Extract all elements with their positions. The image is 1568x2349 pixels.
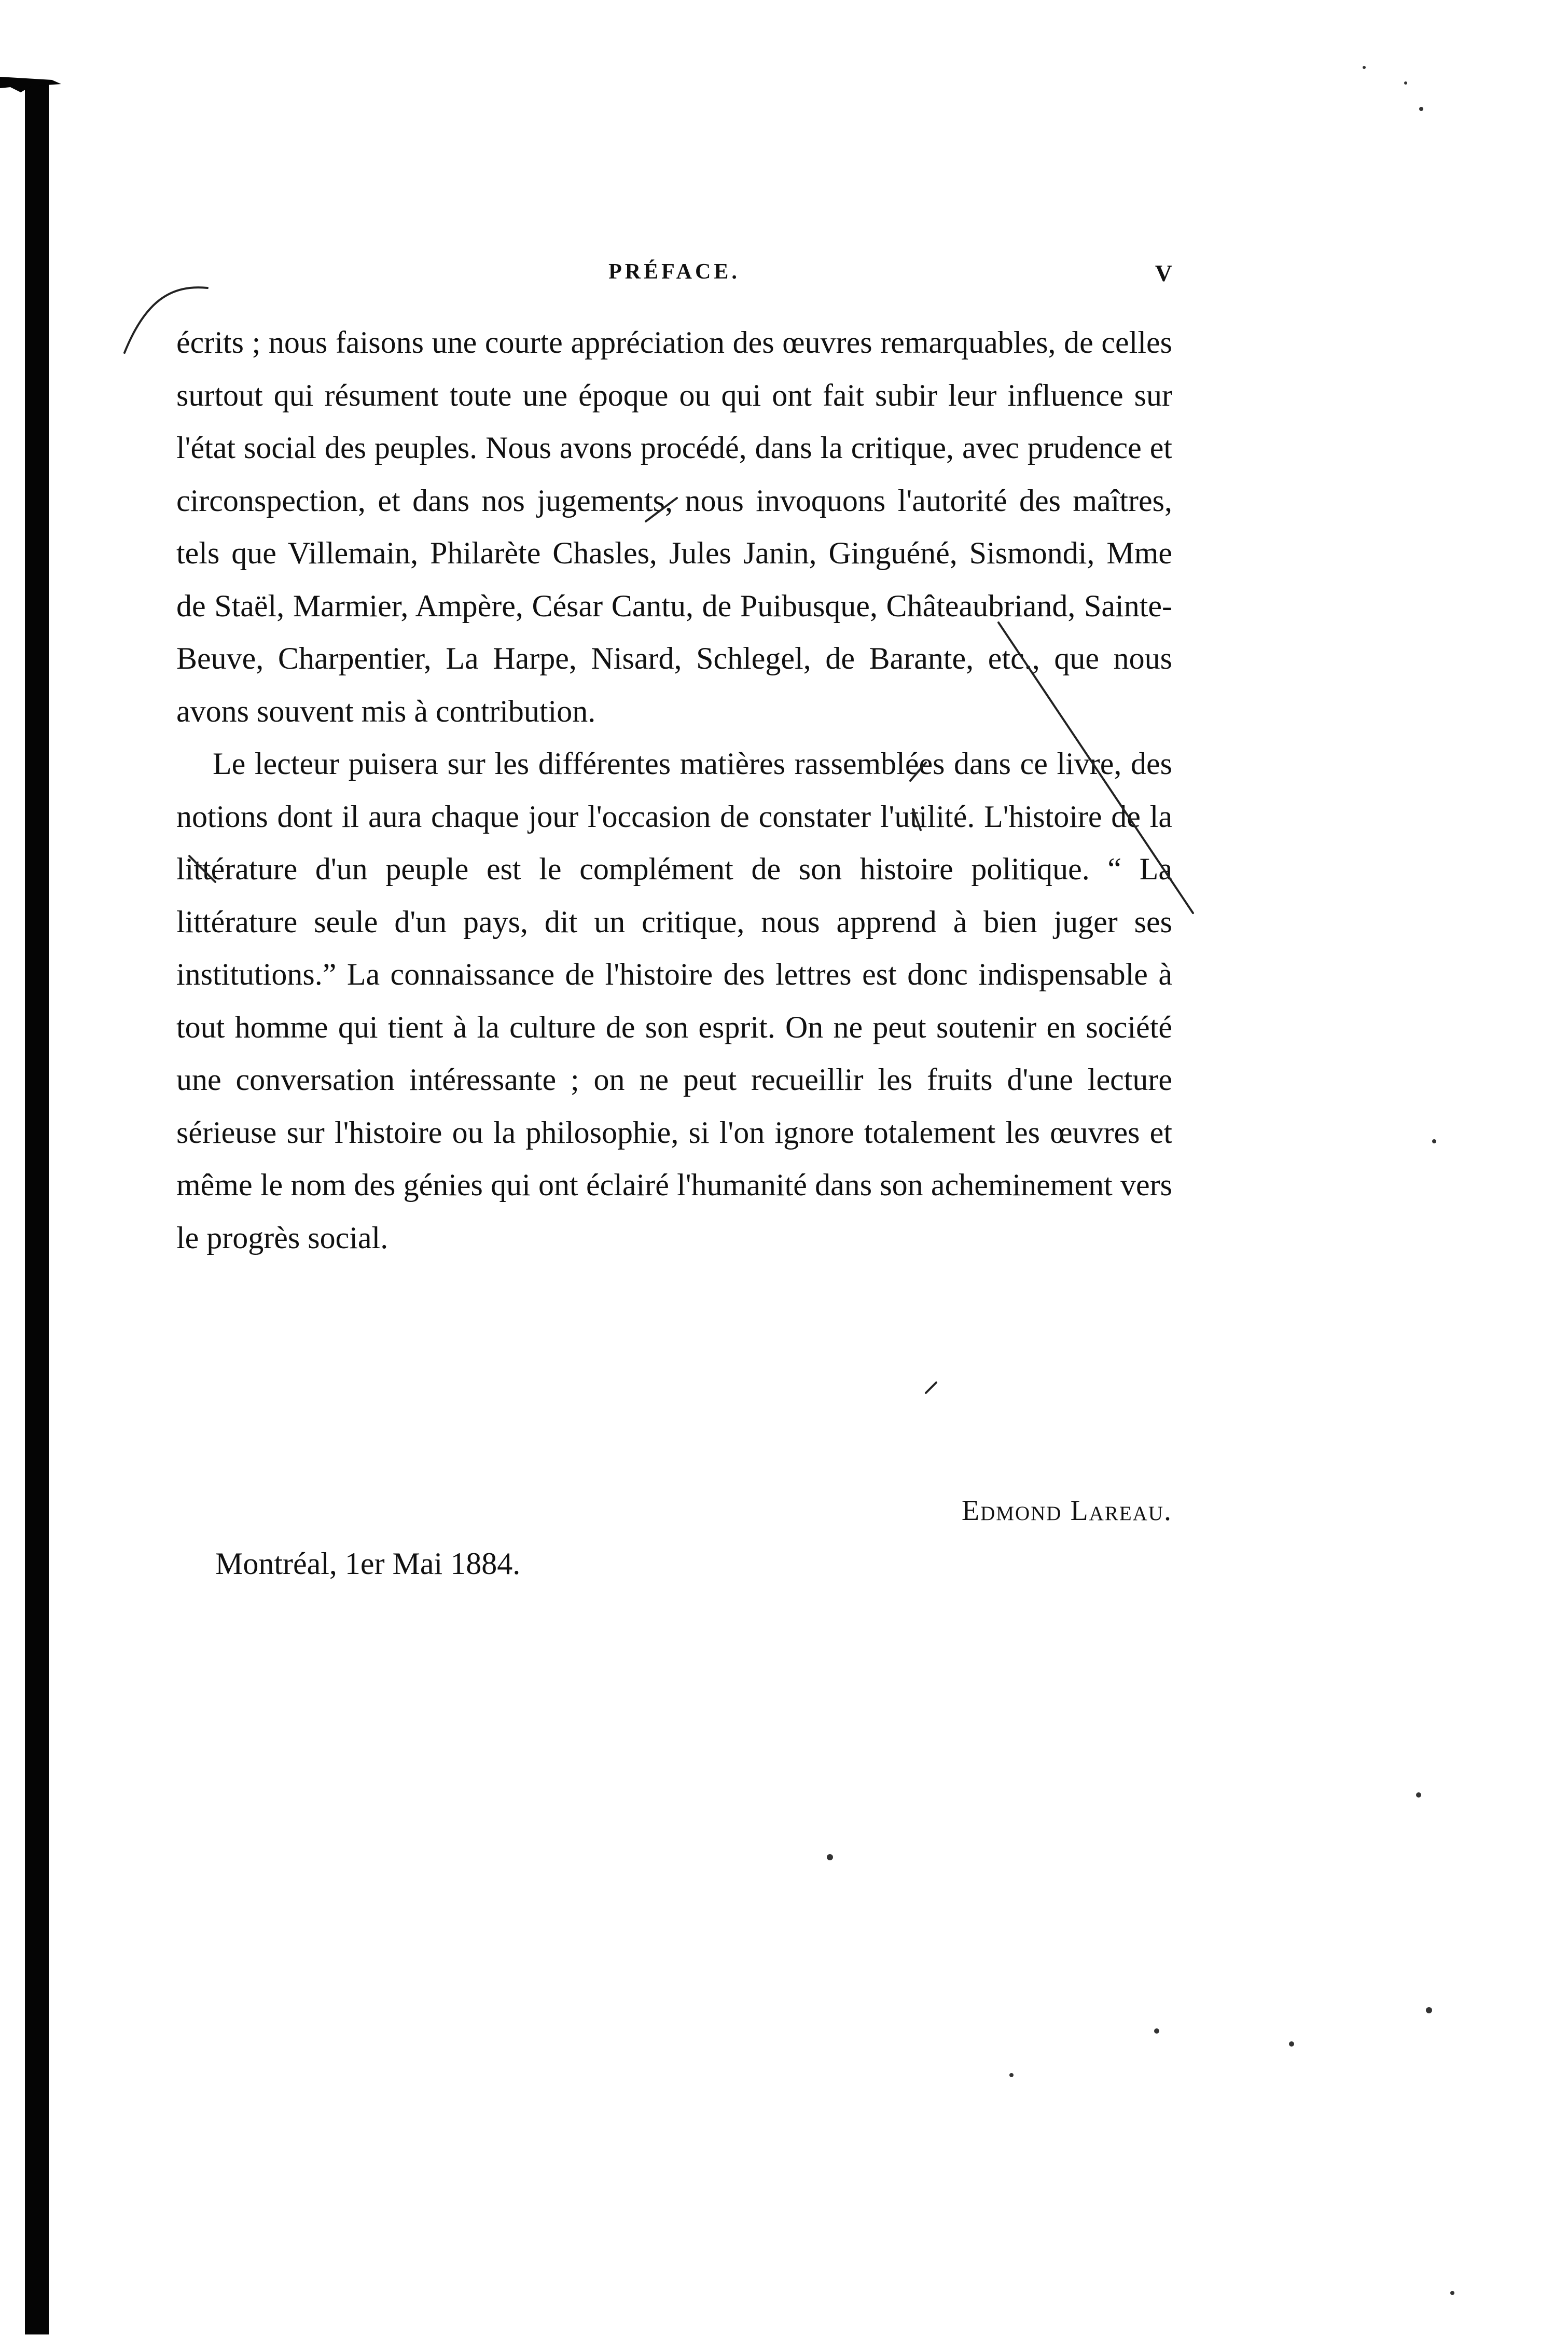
running-title: PRÉFACE. (608, 260, 740, 284)
binding-top-mark (0, 73, 62, 93)
paragraph: Le lecteur puisera sur les différentes matières rassemblées dans ce livre, des notions dont il aura chaque jour l'occasion de constater l'utilité. L'histoire de la littérature d'un peuple est le complément de son histoire politique. “ La littérature seule d'un pays, dit un critique, nous apprend à bien juger ses institutions.” La connaissance de l'histoire des lettres est donc indispensable à tout homme qui tient à la culture de son esprit. On ne peut soutenir en société une conversation intéressante ; on ne peut recueillir les fruits d'une lecture sérieuse sur l'histoire ou la philosophie, si l'on ignore totalement les œuvres et même le nom des génies qui ont éclairé l'humanité dans son acheminement vers le progrès social. (176, 747, 1172, 1255)
pencil-stroke (926, 1383, 936, 1393)
body-text (176, 316, 1172, 1264)
dateline: Montréal, 1er Mai 1884. (215, 1546, 521, 1581)
binding-shadow (25, 83, 49, 2334)
author-signature: Edmond Lareau. (961, 1495, 1172, 1527)
page-header (176, 259, 1172, 296)
page-number: V (1155, 260, 1172, 286)
paragraph: écrits ; nous faisons une courte appréciation des œuvres remarquables, de celles surtout qui résument toute une époque ou qui ont fait subir leur influence sur l'état social des peuples. Nous avons procédé, dans la critique, avec prudence et circonspection, et dans nos jugements, nous invoquons l'autorité des maîtres, tels que Villemain, Philarète Chasles, Jules Janin, Ginguéné, Sismondi, Mme de Staël, Marmier, Ampère, César Cantu, de Puibusque, Châteaubriand, Sainte-Beuve, Charpentier, La Harpe, Nisard, Schlegel, de Barante, etc., que nous avons souvent mis à contribution. (176, 325, 1172, 728)
